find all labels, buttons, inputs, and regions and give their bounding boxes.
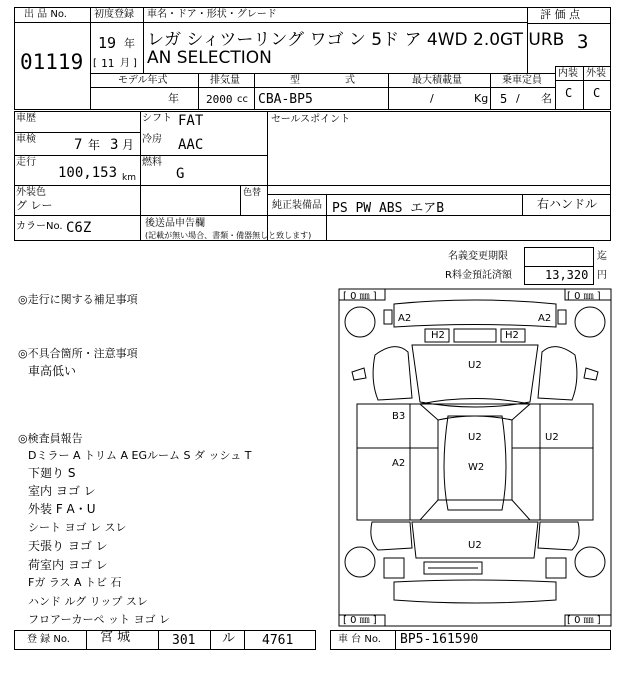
front-corner-right	[558, 310, 566, 324]
damage-front-bumper-right: A2	[538, 313, 552, 324]
first-reg-month: 11	[101, 57, 115, 70]
sales-point-label: セールスポイント	[271, 114, 351, 125]
reg-class: 301	[172, 633, 196, 648]
divider	[158, 630, 159, 650]
lot-number: 01119	[20, 50, 84, 74]
taillight-left	[384, 558, 404, 578]
chassis-no-value: BP5-161590	[400, 632, 479, 647]
displacement-unit: cc	[237, 94, 248, 105]
history-label: 車歴	[16, 113, 36, 124]
displacement-value: 2000	[206, 93, 233, 106]
color-value: グ レー	[16, 199, 53, 212]
mirror-left	[352, 368, 366, 380]
wheel-rr	[575, 547, 605, 577]
interior-grade: C	[565, 86, 573, 100]
equipment-label: 純正装備品	[272, 200, 322, 211]
inspector-line: 天張り ヨゴ レ	[28, 539, 108, 553]
inspection-label: 車検	[16, 134, 36, 145]
inspector-line: 荷室内 ヨゴ レ	[28, 558, 108, 572]
reg-number: 4761	[262, 633, 294, 648]
handle-value: 右ハンドル	[537, 197, 598, 211]
shift-value: FAT	[178, 113, 204, 129]
inspection-year-unit: 年	[88, 138, 101, 152]
damage-left-rear-door: A2	[392, 458, 406, 469]
divider	[395, 630, 396, 650]
year-unit: 年	[124, 37, 135, 50]
ac-label: 冷房	[142, 134, 162, 145]
equipment-value: PS PW ABS エアB	[332, 201, 445, 216]
reg-no-label: 登 録 No.	[27, 634, 70, 645]
damage-rear-hatch: U2	[468, 540, 482, 551]
reg-kana: ル	[222, 631, 236, 646]
divider	[210, 630, 211, 650]
score-label: 評 価 点	[540, 8, 580, 21]
damage-roof-rear: W2	[468, 462, 485, 473]
inspector-line: ハンド ルグ リップ スレ	[28, 595, 148, 608]
capacity-sep: /	[516, 92, 520, 105]
score-value: 3	[577, 31, 589, 53]
fender-left-front	[373, 347, 412, 400]
shift-label: シフト	[142, 113, 172, 124]
defect-line: 車高低い	[28, 364, 77, 378]
inspector-line: フロアーカーペ ット ヨゴ レ	[28, 613, 170, 626]
fender-right-rear	[538, 522, 579, 550]
driving-notes-title: ◎走行に関する補足事項	[18, 293, 138, 306]
fuel-label: 燃料	[142, 157, 162, 168]
capacity-label: 乗車定員	[502, 75, 542, 86]
fender-left-rear	[371, 522, 412, 550]
inspector-line: Fガ ラス A トビ 石	[28, 576, 122, 589]
model-code: CBA-BP5	[258, 92, 313, 107]
exterior-grade: C	[593, 86, 601, 100]
damage-roof: U2	[468, 432, 482, 443]
type-label-2: 式	[345, 75, 355, 86]
color-no-value: C6Z	[66, 220, 92, 236]
capacity-unit: 名	[541, 92, 552, 105]
damage-left-front-door: B3	[392, 411, 406, 422]
interior-label: 内装	[558, 68, 578, 79]
tire-tread-fr: [ 0 ㎜ ]	[567, 291, 601, 302]
max-load-sep: /	[430, 92, 434, 105]
first-reg-year: 19	[98, 34, 117, 52]
car-name-line2: AN SELECTION	[147, 48, 272, 68]
inspector-line: シート ヨゴ レ スレ	[28, 521, 127, 534]
inspector-line: 外装 F A・U	[28, 502, 96, 516]
recycle-unit: 円	[597, 270, 607, 281]
divider	[244, 630, 245, 650]
mileage-label: 走行	[16, 157, 36, 168]
month-bracket-open: [	[93, 58, 97, 69]
fuel-value: G	[176, 166, 185, 182]
repaint-label: 色替	[243, 188, 262, 198]
color-label: 外装色	[16, 187, 46, 198]
damage-headlight-right: H2	[505, 330, 519, 341]
wheel-fr	[575, 307, 605, 337]
chassis-no-label: 車 台 No.	[338, 634, 381, 645]
grille-outline	[454, 329, 496, 342]
displacement-label: 排気量	[210, 75, 240, 86]
recycle-amount: 13,320	[545, 268, 589, 282]
windshield	[420, 399, 530, 421]
fender-right-front	[538, 347, 577, 400]
postsent-note: (記載が無い場合、書類・備器無しと致します)	[145, 231, 312, 240]
wheel-rl	[345, 547, 375, 577]
diagram-frame	[339, 289, 611, 626]
tire-tread-fl: [ 0 ㎜ ]	[343, 291, 377, 302]
hood-outline	[412, 345, 538, 407]
inspector-line: Dミラー A トリム A EGルーム S ダ ッシュ T	[28, 449, 252, 462]
mirror-right	[584, 368, 598, 380]
max-load-unit: Kg	[474, 92, 489, 105]
inspector-title: ◎検査員報告	[18, 432, 83, 445]
exterior-label: 外装	[586, 68, 606, 79]
inspection-month: 3	[110, 137, 119, 153]
taillight-right	[546, 558, 566, 578]
name-change-unit: 迄	[597, 251, 607, 262]
rear-bumper-outline	[394, 580, 556, 603]
name-change-label: 名義変更期限	[448, 251, 508, 262]
lot-no-label: 出 品 No.	[24, 9, 67, 20]
inspection-month-unit: 月	[122, 138, 135, 152]
tire-tread-rl: [ 0 ㎜ ]	[343, 615, 377, 626]
inspection-year: 7	[74, 137, 83, 153]
model-year-unit: 年	[168, 92, 179, 105]
first-reg-label: 初度登録	[94, 9, 134, 20]
wheel-fl	[345, 307, 375, 337]
recycle-label: R料金預託済額	[445, 270, 512, 281]
mileage-unit: km	[122, 173, 136, 183]
max-load-label: 最大積載量	[412, 75, 462, 86]
damage-right-side: U2	[545, 432, 559, 443]
capacity-value: 5	[500, 92, 508, 106]
type-label: 型	[290, 75, 300, 86]
ac-value: AAC	[178, 137, 204, 153]
model-year-label: モデル年式	[118, 75, 168, 86]
front-corner-left	[384, 310, 392, 324]
car-name-label: 車名・ドア・形状・グレード	[147, 9, 277, 20]
damage-headlight-left: H2	[431, 330, 445, 341]
damage-front-bumper-left: A2	[398, 313, 412, 324]
front-bumper-outline	[394, 300, 556, 327]
divider	[86, 630, 87, 650]
mileage-value: 100,153	[58, 165, 118, 181]
month-bracket-close: ]	[133, 58, 137, 69]
inspector-line: 下廻り S	[28, 466, 76, 480]
month-unit: 月	[120, 58, 130, 69]
tire-tread-rr: [ 0 ㎜ ]	[567, 615, 601, 626]
postsent-label: 後送品申告欄	[145, 218, 205, 229]
defect-notes-title: ◎不具合箇所・注意事項	[18, 347, 138, 360]
damage-hood: U2	[468, 360, 482, 371]
color-no-label: カラーNo.	[16, 221, 63, 232]
car-name-line1: レガ シィツーリング ワゴ ン 5ド ア 4WD 2.0GT URB	[147, 30, 565, 50]
reg-area: 宮 城	[100, 630, 131, 645]
inspector-line: 室内 ヨゴ レ	[28, 484, 96, 498]
